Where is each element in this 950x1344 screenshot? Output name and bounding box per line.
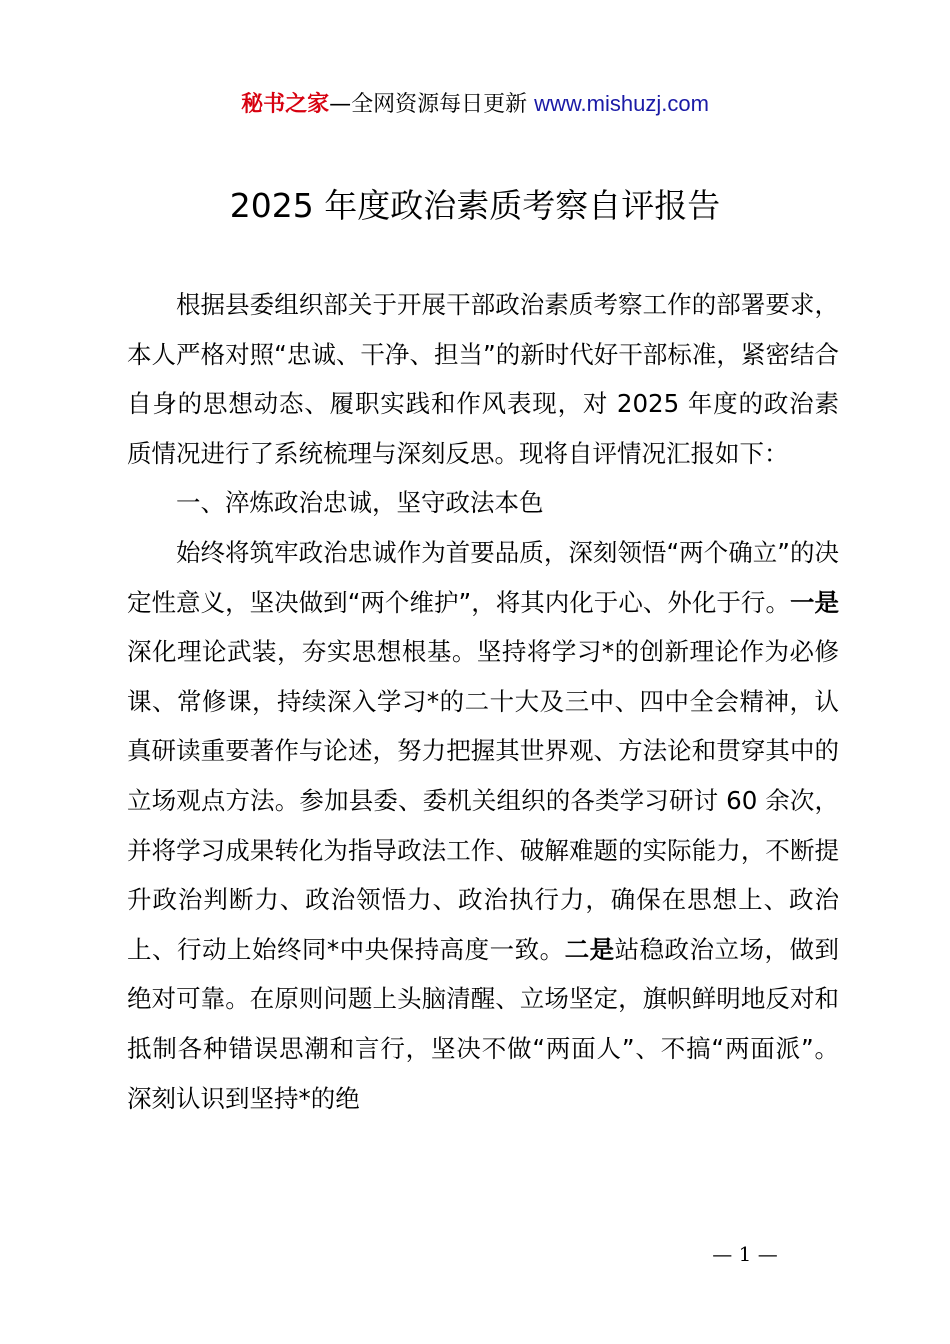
site-tagline: —全网资源每日更新 xyxy=(329,92,528,117)
point-2-label: 二是 xyxy=(564,934,615,964)
point-2-text: 站稳政治立场，做到绝对可靠。在原则问题上头脑清醒、立场坚定，旗帜鲜明地反对和抵制各种错误思潮和言行，坚决不做“两面人”、不搞“两面派”。深刻认识到坚持*的绝 xyxy=(127,934,840,1113)
section-1-paragraph xyxy=(127,528,839,1123)
document-title: 2025 年度政治素质考察自评报告 xyxy=(229,186,721,225)
point-1-label: 一是 xyxy=(789,587,840,617)
site-url-link[interactable]: www.mishuzj.com xyxy=(534,91,709,116)
page-number: — 1 — xyxy=(712,1242,778,1266)
point-1-text: 深化理论武装，夯实思想根基。坚持将学习*的创新理论作为必修课、常修课，持续深入学习*的二十大及三中、四中全会精神，认真研读重要著作与论述，努力把握其世界观、方法论和贯穿其中的立场观点方法。参加县委、委机关组织的各类学习研讨 60 余次，并将学习成果转化为指导政法工作、破解难题的实际能力，不断提升政治判断力、政治领悟力、政治执行力，确保在思想上、政治上、行动上始终同*中央保持高度一致。 xyxy=(127,637,839,964)
section-heading-1: 一、淬炼政治忠诚，坚守政法本色 xyxy=(176,488,544,518)
site-brand: 秘书之家 xyxy=(241,92,330,117)
site-header xyxy=(0,88,950,121)
document-body xyxy=(127,280,839,1123)
section-1-lead: 始终将筑牢政治忠诚作为首要品质，深刻领悟“两个确立”的决定性意义，坚决做到“两个维护”，将其内化于心、外化于行。 xyxy=(127,537,839,617)
intro-paragraph: 根据县委组织部关于开展干部政治素质考察工作的部署要求，本人严格对照“忠诚、干净、担当”的新时代好干部标准，紧密结合自身的思想动态、履职实践和作风表现，对 2025 年度的政治素质情况进行了系统梳理与深刻反思。现将自评情况汇报如下： xyxy=(127,290,839,468)
